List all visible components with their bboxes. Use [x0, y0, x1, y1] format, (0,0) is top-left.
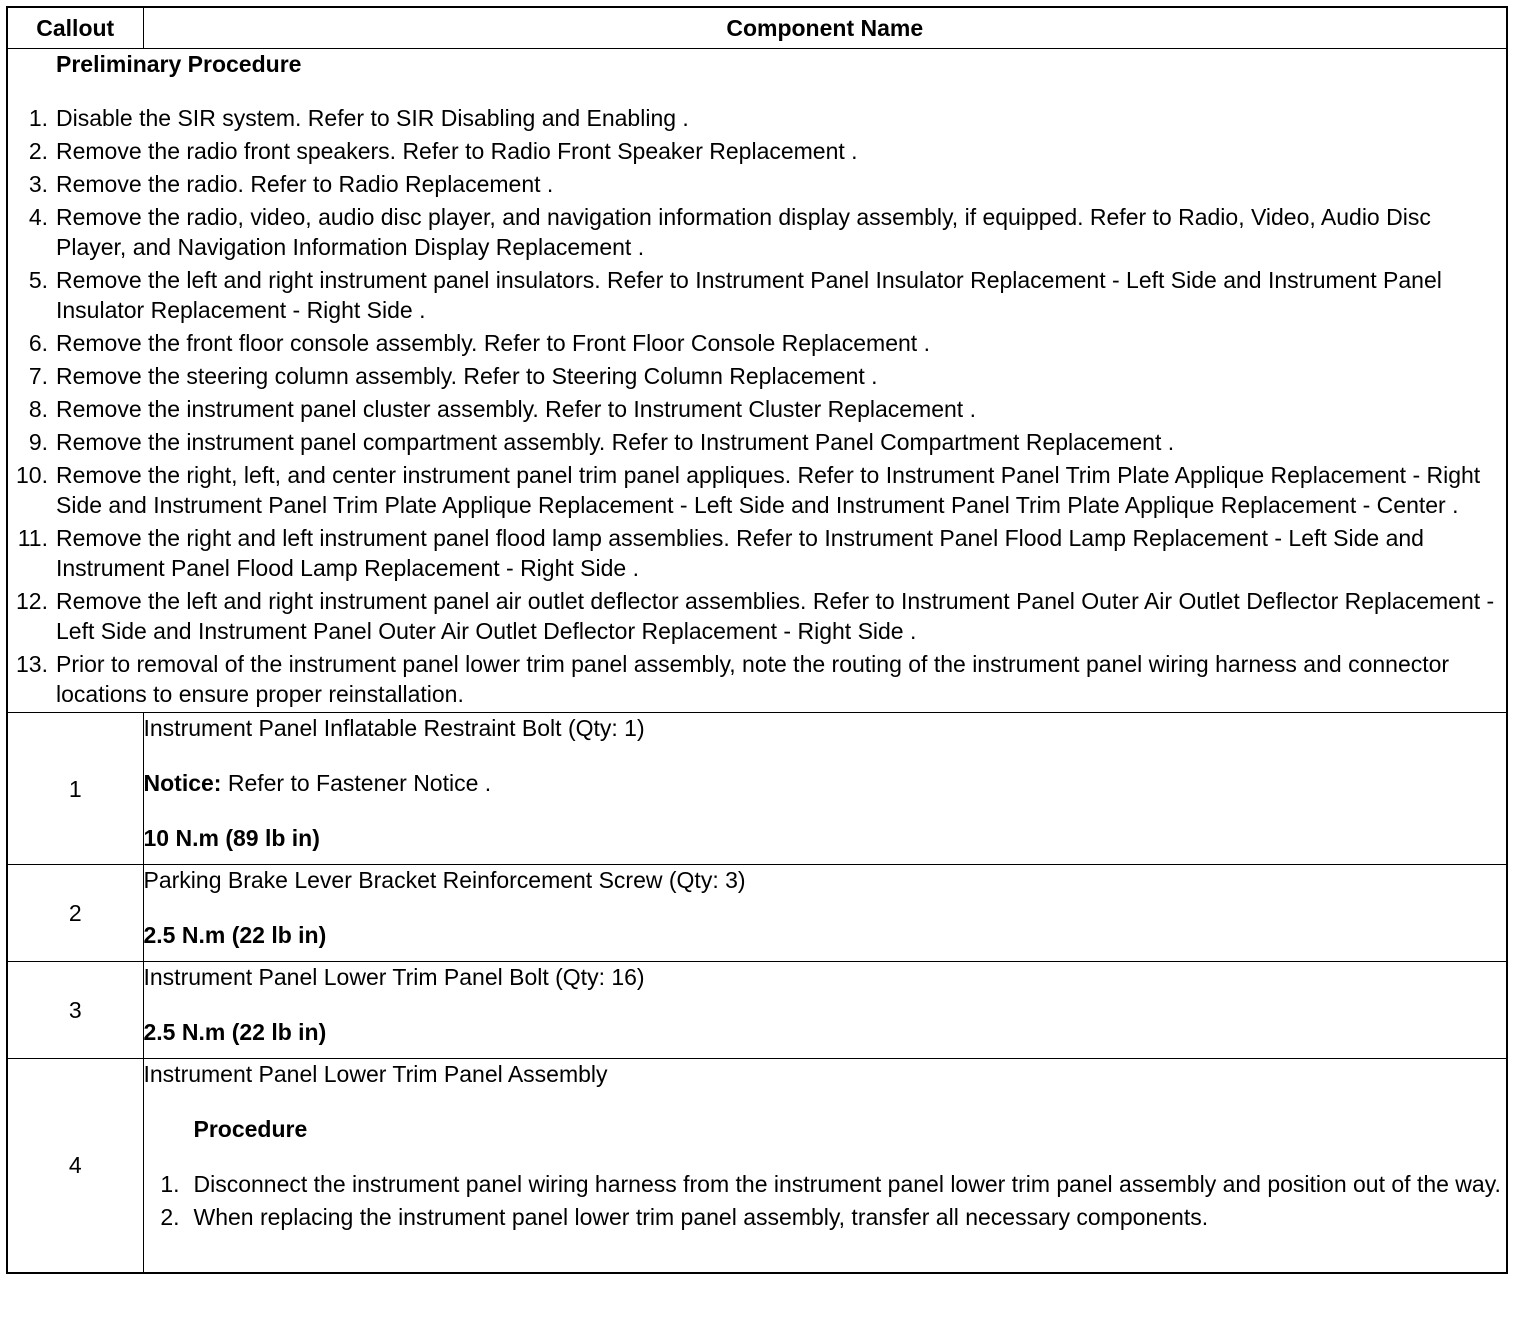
step-number: 4. [28, 204, 48, 230]
step-number: 12. [16, 588, 48, 614]
component-name: Instrument Panel Lower Trim Panel Bolt (Qty: 16) [143, 964, 645, 990]
step-number: 10. [16, 462, 48, 488]
procedure-title: Procedure [193, 1116, 308, 1142]
step-number: 2. [160, 1204, 180, 1230]
preliminary-row [7, 49, 1507, 713]
torque-spec [144, 823, 1507, 853]
list-item [8, 169, 1506, 199]
list-item [8, 136, 1506, 166]
step-text: Remove the instrument panel cluster assembly. Refer to Instrument Cluster Replacement . [56, 396, 976, 422]
list-item [8, 427, 1506, 457]
list-item [144, 1202, 1507, 1232]
list-item [144, 1169, 1507, 1199]
step-number: 6. [28, 330, 48, 356]
step-text: Remove the front floor console assembly. Refer to Front Floor Console Replacement . [56, 330, 930, 356]
step-number: 1. [160, 1171, 180, 1197]
table-row [7, 713, 1507, 865]
step-number: 8. [28, 396, 48, 422]
preliminary-cell [7, 49, 1507, 713]
step-number: 3. [28, 171, 48, 197]
notice [144, 768, 1507, 798]
component-cell [143, 962, 1507, 1059]
callout-number: 3 [7, 962, 143, 1059]
notice-text: Refer to Fastener Notice . [221, 770, 492, 796]
component-name: Instrument Panel Lower Trim Panel Assembly [143, 1061, 608, 1087]
step-text: Disable the SIR system. Refer to SIR Disabling and Enabling . [56, 105, 689, 131]
preliminary-steps [8, 103, 1506, 709]
component-name: Instrument Panel Inflatable Restraint Bolt (Qty: 1) [143, 715, 645, 741]
step-number: 1. [28, 105, 48, 131]
table-row [7, 865, 1507, 962]
step-text: Disconnect the instrument panel wiring harness from the instrument panel lower trim panel assembly and position out of the way. [193, 1171, 1501, 1197]
list-item [8, 265, 1506, 325]
list-item [8, 586, 1506, 646]
step-number: 5. [28, 267, 48, 293]
component-name-header: Component Name [143, 7, 1507, 49]
step-text: Remove the right and left instrument panel flood lamp assemblies. Refer to Instrument Panel Flood Lamp Replacement - Left Side and Instrument Panel Flood Lamp Replacement - Right Side . [56, 525, 1424, 581]
step-number: 7. [28, 363, 48, 389]
component-cell [143, 1059, 1507, 1273]
preliminary-title: Preliminary Procedure [56, 51, 302, 77]
component-table [6, 6, 1508, 1274]
header-row [7, 7, 1507, 49]
step-text: When replacing the instrument panel lower trim panel assembly, transfer all necessary components. [193, 1204, 1209, 1230]
procedure-steps [144, 1169, 1507, 1232]
step-text: Remove the radio front speakers. Refer to Radio Front Speaker Replacement . [56, 138, 858, 164]
component-name: Parking Brake Lever Bracket Reinforcement Screw (Qty: 3) [143, 867, 746, 893]
step-text: Remove the left and right instrument panel air outlet deflector assemblies. Refer to Instrument Panel Outer Air Outlet Deflector Replacement - Left Side and Instrument Panel Outer Air Outlet Deflector Replacement - Right Side . [56, 588, 1495, 644]
callout-number: 1 [7, 713, 143, 865]
list-item [8, 361, 1506, 391]
list-item [8, 523, 1506, 583]
list-item [8, 103, 1506, 133]
list-item [8, 394, 1506, 424]
step-number: 13. [16, 651, 48, 677]
torque-value: 10 N.m (89 lb in) [143, 825, 320, 851]
step-number: 2. [28, 138, 48, 164]
step-text: Prior to removal of the instrument panel lower trim panel assembly, note the routing of the instrument panel wiring harness and connector locations to ensure proper reinstallation. [56, 651, 1450, 707]
torque-value: 2.5 N.m (22 lb in) [143, 922, 327, 948]
notice-label: Notice: [143, 770, 222, 796]
step-text: Remove the instrument panel compartment assembly. Refer to Instrument Panel Compartment Replacement . [56, 429, 1175, 455]
table-row [7, 1059, 1507, 1273]
component-cell [143, 865, 1507, 962]
step-text: Remove the radio, video, audio disc player, and navigation information display assembly, if equipped. Refer to Radio, Video, Audio Disc Player, and Navigation Information Display Replacement . [56, 204, 1431, 260]
list-item [8, 202, 1506, 262]
table-row [7, 962, 1507, 1059]
step-number: 11. [17, 525, 48, 551]
component-cell [143, 713, 1507, 865]
callout-number: 2 [7, 865, 143, 962]
list-item [8, 649, 1506, 709]
torque-spec [144, 920, 1507, 950]
callout-number: 4 [7, 1059, 143, 1273]
step-number: 9. [28, 429, 48, 455]
step-text: Remove the left and right instrument panel insulators. Refer to Instrument Panel Insulator Replacement - Left Side and Instrument Panel Insulator Replacement - Right Side . [56, 267, 1442, 323]
step-text: Remove the steering column assembly. Refer to Steering Column Replacement . [56, 363, 878, 389]
list-item [8, 460, 1506, 520]
torque-spec [144, 1017, 1507, 1047]
list-item [8, 328, 1506, 358]
step-text: Remove the radio. Refer to Radio Replacement . [56, 171, 554, 197]
torque-value: 2.5 N.m (22 lb in) [143, 1019, 327, 1045]
step-text: Remove the right, left, and center instrument panel trim panel appliques. Refer to Instrument Panel Trim Plate Applique Replacement - Right Side and Instrument Panel Trim Plate Applique Replacement - Left Side and Instrument Panel Trim Plate Applique Replacement - Center . [56, 462, 1481, 518]
callout-header: Callout [7, 7, 143, 49]
